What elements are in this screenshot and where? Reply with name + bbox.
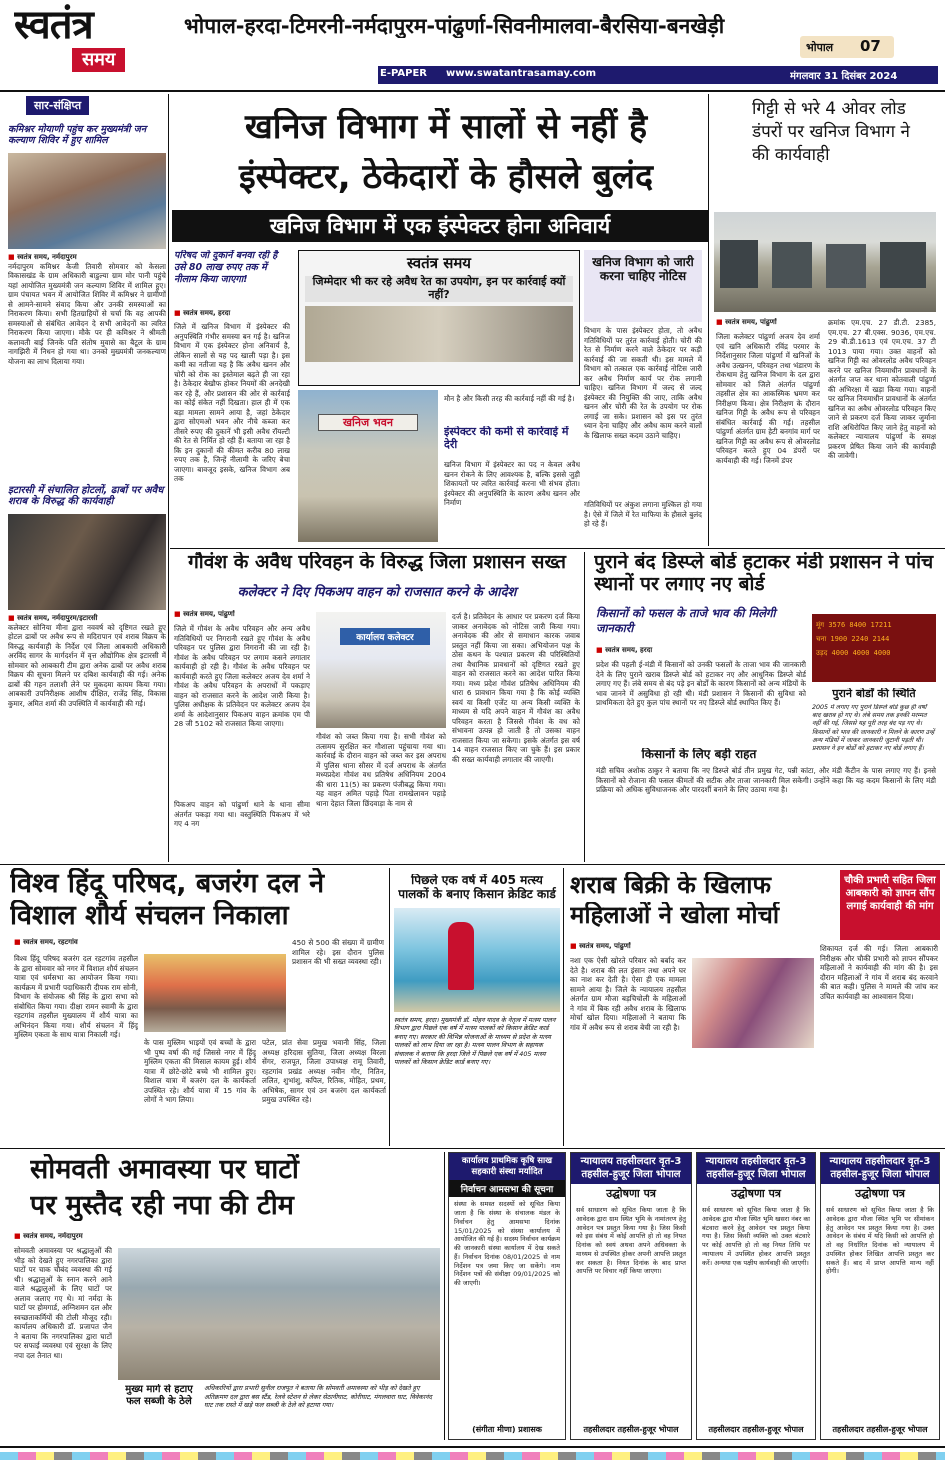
fish-divider	[563, 868, 564, 1146]
gauvansh-divider	[584, 552, 585, 862]
somvati-title-1: सोमवती अमावस्या पर घाटों	[30, 1154, 299, 1185]
lead-title-2: इंस्पेक्टर, ठेकेदारों के हौसले बुलंद	[238, 158, 654, 197]
logo-bottom: समय	[72, 48, 125, 72]
somvati-caption: अधिकारियों द्वारा प्रभारी सुनील राजपूत ने बताया कि सोमवती अमावस्या को भीड़ को देखते हुए अतिक्रमण दल द्वारा बस स्टैंड, रेलवे स्टेशन से लेकर सेठानीघाट, कोरीघाट, मंगलवारा घाट, विवेकानंद घाट तक रास्ते में खड़े फल सब्जी के ठेले को हटाया गया।	[204, 1384, 432, 1410]
notice-title: न्यायालय तहसीलदार वृत-3 तहसील-हुजूर जिला भोपाल	[821, 1153, 939, 1184]
gauvansh-col2: गौवंश को जब्त किया गया है। सभी गौवंश को तत्समय सुरक्षित कर गौशाला पहुंचाया गया था। कार्रवाई के दौरान वाहन को जब्त कर इस अपराध में पुलिस थाना सौसर में दर्ज अपराध के अंतर्गत मध्यप्रदेश गौवंश वध प्रतिषेध अधिनियम 2004 की धारा 11(5) का प्रकरण पंजीबद्ध किया गया। यह वाहन अमित पहाड़े पिता रामखेलावन पहाड़े थाना देहात जिला छिंदवाड़ा के नाम से	[316, 732, 446, 808]
row3-bottom-rule	[0, 1148, 945, 1149]
vhp-col1: विश्व हिंदू परिषद बजरंग दल रहटगांव तहसील के द्वारा सोमवार को नगर में विशाल शौर्य संचलन यात्रा एवं धर्मसभा का आयोजन किया गया। कार्यक्रम में प्रभारी पदाधिकारी दीपक राम सोनी, विभाग के संयोजक श्री सिंह के द्वारा सभा को संबोधित किया गया। दीक्षा रामन स्वामी के द्वारा रहटगांव तहसील मुख्यालय में शौर्य यात्रा का अभिनंदन किया गया। शौर्य संचलन में हिंदू मुस्लिम एकता के साथ यात्रा निकाली गई।	[14, 954, 138, 1039]
vhp-col2: 450 से 500 की संख्या में ग्रामीण शामिल रहे। इस दौरान पुलिस प्रशासन की भी सख्त व्यवस्था रही।	[292, 938, 384, 966]
somvati-divider	[444, 1152, 445, 1440]
notice-sign: (संगीता मीणा) प्रशासक	[472, 1425, 542, 1434]
lead-right-text2: गतिविधियों पर अंकुश लगाना मुश्किल हो गया है। ऐसे में जिले में रेत माफिया के हौसले बुलंद हो रहे हैं।	[584, 500, 702, 528]
edition-label: भोपाल	[806, 41, 834, 54]
gauvansh-byline: ■ स्वतंत्र समय, पांढुर्णा	[174, 610, 304, 619]
sidebar-story2-byline: ■ स्वतंत्र समय, नर्मदापुरम/इटारसी	[8, 614, 166, 623]
sidebar	[8, 94, 166, 862]
lead-banner-text: खनिज विभाग में एक इंस्पेक्टर होना अनिवार्य	[269, 214, 611, 238]
clipping-headline: जिम्मेदार भी कर रहे अवैध रेत का उपयोग, इन पर कार्रवाई क्यों नहीं?	[305, 276, 573, 301]
somvati-col1: सोमवती अमावस्या पर श्रद्धालुओं की भीड़ को देखते हुए नगरपालिका द्वारा घाटों पर चाक चौबंद व्यवस्था की गई थी। श्रद्धालुओं के स्नान करने आने वाले श्रद्धालुओं के लिए घाटों पर अलाव जलाए गए थे। मां नर्मदा के घाटों पर होमगार्ड, अग्निशमन दल और स्वच्छताकर्मियों की टोली मौजूद रही। कार्यालय अधिकारी डॉ. प्रजापत जैन ने बताया कि नगरपालिका द्वारा घाटों पर सफाई व्यवस्था एवं सुरक्षा के लिए नपा दल तैनात था।	[14, 1246, 112, 1360]
vhp-photo	[144, 954, 286, 1032]
fish-title: पिछले एक वर्ष में 405 मत्स्य पालकों के बनाए किसान क्रेडिट कार्ड	[398, 874, 556, 901]
liquor-box-text: चौकी प्रभारी सहित जिला आबकारी को ज्ञापन सौंप लगाई कार्यवाही की मांग	[844, 875, 936, 912]
notice-sub: उद्घोषणा पत्र	[606, 1187, 656, 1200]
vhp-col4: पटेल, प्रांत सेवा प्रमुख भवानी सिंह, जिला अध्यक्ष हरिदास सुतिया, जिला अध्यक्ष विरला सेंगर, राजपूत, जिला उपाध्यक्ष रामू तिवारी, रहटगांव प्रखंड अध्यक्ष नवीन गौर, नितिन, ललित, शुभांशु, कपिल, रितिक, मोहित, प्रथम, अभिषेक, सागर एवं उन बजरंग दल कार्यकर्ता प्रमुख उपस्थित रहे।	[262, 1038, 386, 1104]
notice-sub: उद्घोषणा पत्र	[731, 1187, 781, 1200]
board-row: चना 1900 2240 2144	[816, 635, 890, 643]
color-registration-strip	[0, 1452, 945, 1460]
truck-3	[826, 244, 866, 288]
liquor-title-2: महिलाओं ने खोला मोर्चा	[570, 902, 780, 929]
gitti-col1: जिला कलेक्टर पांढुर्णा अजय देव शर्मा एवं खनि अधिकारी रविंद्र परमार के निर्देशानुसार जिला पांढुर्णा में खनिजों के अवैध उत्खनन, परिवहन तथा भंडारण के रोकथाम हेतु खनिज विभाग के दल द्वारा सोमवार को जिले अंतर्गत पांढुर्णा तहसील क्षेत्र का आकस्मिक भ्रमण कर निरीक्षण किया। क्षेत्र निरीक्षण के दौरान खनिज गिट्टी के अवैध रूप से परिवहन संबंधित कार्रवाई की गई। तहसील पांढुर्णा अंतर्गत ग्राम हेटी बनगांव मार्ग पर खनिज गिट्टी का अवैध रूप से ओवरलोड परिवहन करते हुए 04 डंपरों पर कार्यवाही की गई। जिनमें डंपर	[716, 332, 820, 465]
gauvansh-col1: जिले में गौवंश के अवैध परिवहन और अन्य अवैध गतिविधियों पर निगरानी रखते हुए गौवंश के अवैध परिवहन पर पुलिस द्वारा निगरानी की जा रही है। गौवंश के अवैध परिवहन पर लगाम कसने लगातार कार्यवाही हो रही है। गौवंश के अवैध परिवहन पर कार्यवाही करते हुए जिला कलेक्टर अजय देव शर्मा ने गौवंश के अवैध परिवहन के अपराधों में पकड़ाए वाहन को राजसात करने के आदेश जारी किया है। पुलिस अधीक्षक के प्रतिवेदन पर कलेक्टर अजय देव शर्मा के आदेशानुसार पिकअप वाहन क्रमांक एम पी 28 जी 5102 को राजसात किया जाएगा।	[174, 624, 310, 728]
notice-sign: तहसीलदार तहसील-हुजूर भोपाल	[708, 1425, 804, 1434]
lead-building-photo	[298, 390, 438, 542]
mandi-text2: मंडी सचिव अशोक ठाकुर ने बताया कि नए डिस्प्ले बोर्ड तीन प्रमुख गेट, पन्नी कांटा, और मंडी कैंटीन के पास लगाए गए हैं। इनसे किसानों को रोजाना की फसल कीमतों की सटीक और ताजा जानकारी मिल सकेगी। उन्होंने कहा कि यह कदम किसानों के लिए मंडी प्रक्रिया को अधिक सुविधाजनक और पारदर्शी बनाने के लिए उठाया गया है।	[596, 766, 936, 794]
notice-tehsildar-2	[696, 1152, 816, 1440]
gauvansh-photo	[316, 612, 446, 728]
sidebar-photo-raid	[8, 514, 166, 610]
somvati-title-2: पर मुस्तैद रही नपा की टीम	[30, 1190, 294, 1221]
lead-banner	[172, 210, 708, 242]
board-row: उड़द 4000 4000 4000	[816, 649, 891, 657]
lead-mid-text: मौन है और किसी तरह की कार्रवाई नहीं की गई है।	[444, 394, 575, 403]
notice-title: न्यायालय तहसीलदार वृत-3 तहसील-हुजूर जिला भोपाल	[697, 1153, 815, 1184]
gitti-title: गिट्टी से भरे 4 ओवर लोड डंपरों पर खनिज विभाग ने की कार्यवाही	[752, 99, 910, 165]
epaper-label: E-PAPER	[380, 68, 427, 79]
sidebar-story1-text: नर्मदापुरम कमिश्नर केजी तिवारी सोमवार को केसला विकासखंड के ग्राम अधिकारी बाडुल्या ग्राम मोर पानी पहुंचे यहां आयोजित मुख्यमंत्री जन कल्याण शिविर में शामिल हुए। ग्राम पंचायत भवन में आयोजित शिविर में कमिश्नर ने ग्रामीणों से आमने-सामने संवाद किया और उनकी समस्याओं का निराकरण किया। सभी हितग्राहियों से चर्चा कि वह आपकी समस्याओं से संबंधित आवेदन दे सभी आवेदनों का त्वरित निराकरण किया जाएगा। मौके पर ही कमिश्नर ने श्रीमती कलावती बाई जिनके पति संतोष मुवासे का बैटूल के ग्राम नागझिरी में निधन हो गया था। उनको मुख्यमंत्री जनकल्याण योजना का लाभ दिलाया गया।	[8, 261, 166, 366]
masthead-rule	[0, 90, 945, 92]
gauvansh-sub: कलेक्टर ने दिए पिकअप वाहन को राजसात करने के आदेश	[237, 585, 517, 600]
truck-4	[880, 242, 926, 288]
sidebar-photo-camp	[8, 153, 166, 249]
gitti-col2: क्रमांक एम.एच. 27 डी.टी. 2385, एम.एच. 27 बी.एक्स. 9036, एम.एच. 29 बी.डी.1613 एवं एम.एच. 37 टी 1013 पाया गया। उक्त वाहनों को खनिज गिट्टी का ओवरलोड अवैध परिवहन करने पर खनिज नियमाधीन प्रावधानों के अंतर्गत जप्त कर थाना कोतवाली पांढुर्णा की अभिरक्षा में खड़ा किया गया। वाहनों पर खनिज नियमाधीन प्रावधानों के अंतर्गत खनिज का अवैध ओवरलोड परिवहन किए जाने से प्रकरण दर्ज किया जाकर जुर्माना राशि अधिरोपित किए जाने हेतु वाहनों को कलेक्टर न्यायालय पांढुर्णा के समक्ष प्रकरण प्रेषित किया जाने की कार्यवाही की जावेगी।	[828, 318, 936, 460]
lead-quote: परिषद जो दुकानें बनवा रही है उसे 80 लाख रुपए तक में नीलाम किया जाएगा!	[174, 250, 278, 285]
somvati-photo	[118, 1248, 440, 1380]
notice-tehsildar-3	[820, 1152, 940, 1440]
somvati-caption-head: मुख्य मार्ग से हटाए फल सब्जी के ठेले	[125, 1384, 193, 1407]
vhp-col3: के पास मुस्लिम भाइयों एवं बच्चों के द्वारा भी पुष्प वर्षा की गई जिससे नगर में हिंदू मुस्लिम एकता की मिसाल कायम हुई। शौर्य यात्रा में छोटे-छोटे बच्चे भी शामिल हुए। विशाल यात्रा में बजरंग दल के कार्यकर्ता उपस्थित रहे। शौर्य यात्रा में 15 गांव के लोगों ने भाग लिया।	[144, 1038, 256, 1104]
notice-body: सर्व साधारण को सूचित किया जाता है कि आवेदक द्वारा मौजा स्थित भूमि खसरा नंबर का बंटवारा करने हेतु आवेदन पत्र प्रस्तुत किया गया है। जिस किसी व्यक्ति को उक्त बंटवारे पर कोई आपत्ति हो तो वह नियत तिथि पर न्यायालय में उपस्थित होकर आपत्ति प्रस्तुत करें। अन्यथा एक पक्षीय कार्यवाही की जाएगी।	[702, 1206, 810, 1267]
mandi-title: पुराने बंद डिस्प्ले बोर्ड हटाकर मंडी प्रशासन ने पांच स्थानों पर लगाए नए बोर्ड	[594, 552, 934, 595]
lead-clipping	[298, 250, 580, 386]
logo-top: स्वतंत्र	[14, 4, 93, 48]
gauvansh-col3: दर्ज है। प्रतिवेदन के आधार पर प्रकरण दर्ज किया जाकर अनावेदक को नोटिस जारी किया गया। अनावेदक की ओर से समाधान कारक जवाब प्रस्तुत नहीं किया जा सका। अभियोजन पक्ष के ठोस कथन के पश्चात प्रकरण की परिस्थितियों तथा वैधानिक प्रावधानों को दृष्टिगत रखते हुए वाहन को राजसात करने का आदेश पारित किया गया। मध्य प्रदेश गौवंश प्रतिषेध अधिनियम की धारा 6 प्रावधान किया गया है कि कोई व्यक्ति स्वयं या किसी एजेंट या अन्य किसी व्यक्ति के माध्यम से यदि अपने वाहन में गौवंश का अवैध परिवहन करता है जिससे गौवंश के वध को संभावना उत्पन्न हो जाती है तो उसका वाहन राजसात किया जा सकेगा। इसके अंतर्गत इस वर्ष 14 वाहन राजसात किए जा चुके हैं। इस प्रकार की सख्त कार्यवाही लगातार की जाएगी।	[452, 612, 580, 764]
gauvansh-title: गौवंश के अवैध परिवहन के विरुद्ध जिला प्रशासन सख्त	[188, 552, 566, 573]
fish-caption: स्वतंत्र समय, हरदा। मुख्यमंत्री डॉ. मोहन यादव के नेतृत्व में मत्स्य पालन विभाग द्वारा पिछले एक वर्ष में मत्स्य पालकों को किसान क्रेडिट कार्ड बनाए गए। सरकार की विभिन्न योजनाओं के माध्यम से प्रदेश के मत्स्य पालकों को लाभ दिया जा रहा है। मत्स्य पालन विभाग के सहायक संचालक ने बताया कि हरदा जिले में पिछले एक वर्ष में 405 मत्स्य पालकों को किसान क्रेडिट कार्ड बनाए गए।	[394, 1016, 556, 1067]
mandi-board-photo	[812, 614, 936, 682]
edition-badge	[800, 36, 894, 58]
notice-sign: तहसीलदार तहसील-हुजूर भोपाल	[832, 1425, 928, 1434]
sidebar-story2-title: इटारसी में संचालित होटलों, ढाबों पर अवैध शराब के विरुद्ध की कार्यवाही	[8, 484, 164, 508]
liquor-box	[840, 870, 940, 940]
notice-sign: तहसीलदार तहसील-हुजूर भोपाल	[583, 1425, 679, 1434]
mandi-byline: ■ स्वतंत्र समय, हरदा	[596, 646, 796, 655]
notice-tehsildar-1	[570, 1152, 692, 1440]
truck-1	[720, 240, 758, 288]
page-bottom-rule	[0, 1446, 945, 1448]
mandi-caption-title: पुराने बोर्डों की स्थिति	[832, 688, 916, 700]
fish-photo	[394, 908, 560, 1012]
liquor-byline: ■ स्वतंत्र समय, पांढुर्णा	[570, 942, 770, 951]
sidebar-story1-byline: ■ स्वतंत्र समय, नर्मदापुरम	[8, 253, 166, 262]
lead-right-text: विभाग के पास इंस्पेक्टर होता, तो अवैध गतिविधियों पर तुरंत कार्रवाई होती। चोरी की रेत से निर्माण करने वाले ठेकेदार पर कड़ी कार्रवाई की जा सकती थी। इस मामले में विभाग को तत्काल एक कार्रवाई नोटिस जारी कर अवैध निर्माण कार्य पर रोक लगानी चाहिए। खनिज विभाग में जल्द से जल्द इंस्पेक्टर की नियुक्ति की जाए, ताकि अवैध खनन और चोरी की रेत के उपयोग पर रोक लगाई जा सके। प्रशासन को इस पर तुरंत ध्यान देना चाहिए और अवैध काम करने वालों के खिलाफ सख्त कदम उठाने चाहिए।	[584, 326, 702, 440]
page-number: 07	[860, 37, 881, 55]
sidebar-divider	[168, 94, 169, 862]
liquor-col2: शिकायत दर्ज की गई। जिला आबकारी निरीक्षक और चौकी प्रभारी को ज्ञापन सौंपकर महिलाओं ने कार्यवाही की मांग की है। इस दौरान महिलाओं ने गांव में शराब बंद करवाने की बात कही। पुलिस ने मामले की जांच कर उचित कार्यवाही का आश्वासन दिया।	[820, 944, 938, 1001]
gauvansh-col1b: पिकअप वाहन को पांढुर्णा थाने के थाना सीमा अंतर्गत पकड़ा गया था। वस्तुस्थिति पिकअप में भरे गए 4 नग	[174, 800, 310, 828]
lead-title-1: खनिज विभाग में सालों से नहीं है	[244, 108, 648, 147]
truck-2	[772, 242, 812, 288]
lead-col1: जिले में खनिज विभाग में इंस्पेक्टर की अनुपस्थिति गंभीर समस्या बन गई है। खनिज विभाग में एक इंस्पेक्टर होना अनिवार्य है, लेकिन सालों से यह पद खाली पड़ा है। इस कमी का नतीजा यह है कि अवैध खनन और चोरी को रोक का इस्तेमाल बढ़ते ही जा रहा है। ठेकेदार बेखौफ होकर नियमों की अनदेखी कर रहे हैं, और प्रशासन की ओर से कार्रवाई का कोई संकेत नहीं दिखता। हाल ही में एक बड़ा मामला सामने आया है, जहां ठेकेदार द्वारा सोएमओ भवन और नीचे कब्जा कर तीसरे रुपए की दुकानें भी इसी अवैध रॉयल्टी की रेत से निर्मित हो रही हैं। बताया जा रहा है कि इन दुकानों की कीमत करीब 80 लाख रुपए तक है, जिन्हें नीलामी के जरिए बेचा जाएगा। बावजूद इसके, खनिज विभाग अब तक	[174, 322, 290, 483]
sidebar-head: सार-संक्षिप्त	[26, 96, 89, 115]
site-url[interactable]: www.swatantrasamay.com	[446, 68, 597, 79]
masthead	[0, 0, 945, 88]
gitti-byline: ■ स्वतंत्र समय, पांढुर्णा	[716, 318, 826, 327]
issue-date: मंगलवार 31 दिसंबर 2024	[790, 71, 898, 82]
lead-mid-text2: खनिज विभाग में इंस्पेक्टर का पद न केवल अवैध खनन रोकने के लिए आवश्यक है, बल्कि इससे जुड़ी शिकायतों पर त्वरित कार्रवाई करना भी संभव होता। इंस्पेक्टर की अनुपस्थिति के कारण अवैध खनन और निर्माण	[444, 460, 580, 507]
vhp-divider	[389, 868, 390, 1146]
mandi-text: प्रदेश की पहली ई-मंडी में किसानों को उनकी फसलों के ताजा भाव की जानकारी देने के लिए पुराने खराब डिस्प्ले बोर्ड को हटाकर नए और आधुनिक डिस्प्ले बोर्ड लगाए गए हैं। लंबे समय से बंद पड़े इन बोर्डों के कारण किसानों को अन्य मंडियों के भाव जानने में असुविधा हो रही थी। मंडी प्रशासन ने किसानों की सुविधा को प्राथमिकता देते हुए कुल पांच स्थानों पर नए डिस्प्ले बोर्ड स्थापित किए हैं।	[596, 660, 806, 707]
lead-byline: ■ स्वतंत्र समय, हरदा	[174, 309, 294, 318]
lead-subhead-delay: इंस्पेक्टर की कमी से कार्रवाई में देरी	[444, 426, 569, 451]
row2-bottom-rule	[0, 864, 945, 865]
masthead-logo	[14, 4, 170, 82]
liquor-title-1: शराब बिक्री के खिलाफ	[570, 872, 771, 899]
notice-body: संस्था के समस्त सदस्यों को सूचित किया जाता है कि संस्था के संचालक मंडल के निर्वाचन हेतु आमसभा दिनांक 15/01/2025 को संस्था कार्यालय में आयोजित की गई है। सदस्य निर्वाचन कार्यक्रम की जानकारी संस्था कार्यालय में देख सकते हैं। निर्वाचन दिनांक 08/01/2025 से नाम निर्देशन पत्र जमा किए जा सकेंगे। नाम निर्देशन पत्रों की संवीक्षा 09/01/2025 को की जाएगी।	[454, 1200, 560, 1288]
vhp-byline: ■ स्वतंत्र समय, रहटगांव	[14, 938, 194, 947]
liquor-col1: नशा एक ऐसी खोरते परिवार को बर्बाद कर देते है। शराब की लत इंसान तथा अपने घर का नाश कर देती है। ऐसा ही एक मामला सामने आया है। जिले के न्यायालय तहसील अंतर्गत ग्राम मौजा बड़चिचोली के महिलाओं ने गांव में बिक रही अवैध शराब के खिलाफ मोर्चा खोल दिया। महिलाओं ने बताया कि गांव में अवैध रूप से शराब बेची जा रही है।	[570, 956, 686, 1032]
gauvansh-office-sign: कार्यालय कलेक्टर	[340, 628, 430, 645]
notice-sub: निर्वाचन आमसभा की सूचना	[449, 1180, 565, 1197]
notice-cooperative	[448, 1152, 566, 1440]
notice-body: सर्व साधारण को सूचित किया जाता है कि आवेदक द्वारा मौजा स्थित भूमि पर सीमांकन हेतु आवेदन पत्र प्रस्तुत किया गया है। उक्त आवेदन के संबंध में यदि किसी को आपत्ति हो तो वह निर्धारित दिनांक को न्यायालय में उपस्थित होकर लिखित आपत्ति प्रस्तुत कर सकते हैं। बाद में प्राप्त आपत्ति मान्य नहीं होगी।	[826, 1206, 934, 1276]
row1-bottom-rule	[170, 548, 945, 549]
fish-person	[448, 922, 474, 990]
clipping-masthead: स्वतंत्र समय	[406, 254, 472, 272]
notice-body: सर्व साधारण को सूचित किया जाता है कि आवेदक द्वारा ग्राम स्थित भूमि के नामांतरण हेतु आवेदन पत्र प्रस्तुत किया गया है। जिस किसी को इस संबंध में कोई आपत्ति हो तो वह नियत दिनांक को स्वयं अथवा अपने अधिवक्ता के माध्यम से उपस्थित होकर अपनी आपत्ति प्रस्तुत कर सकता है। नियत दिनांक के बाद प्राप्त आपत्ति पर विचार नहीं किया जाएगा।	[576, 1206, 686, 1276]
vhp-title-1: विश्व हिंदू परिषद, बजरंग दल ने	[10, 868, 325, 899]
somvati-byline: ■ स्वतंत्र समय, नर्मदापुरम	[14, 1232, 214, 1241]
lead-notice-text: खनिज विभाग को जारी करना चाहिए नोटिस	[592, 255, 694, 283]
sidebar-story1-title: कमिश्नर मोयाणी पहुंच कर मुख्यमंत्री जन कल्याण शिविर में हुए शामिल	[8, 124, 147, 146]
notice-sub: उद्घोषणा पत्र	[855, 1187, 905, 1200]
lead-notice-box	[584, 250, 702, 322]
mandi-subhead: किसानों के लिए बड़ी राहत	[641, 748, 757, 761]
vhp-title-2: विशाल शौर्य संचलन निकाला	[10, 900, 289, 931]
clipping-photo	[305, 306, 573, 362]
liquor-photo	[692, 958, 814, 1048]
lead-divider	[708, 94, 709, 546]
masthead-cities: भोपाल-हरदा-टिमरनी-नर्मदापुरम-पांढुर्णा-सिवनीमालवा-बैरसिया-बनखेड़ी	[184, 14, 725, 38]
sidebar-story2-text: कलेक्टर सोनिया मीना द्वारा नववर्ष को दृष्टिगत रखते हुए होटल ढाबों पर अवैध रूप से मदिरापान एवं शराब विक्रय के विरुद्ध कार्यवाही के निर्देश एवं जिला आबकारी अधिकारी अरविंद सागर के मार्गदर्शन में वृत्त औद्योगिक क्षेत्र इटारसी में सोमवार को आबकारी टीम द्वारा अनेक ढाबों पर अवैध शराब विक्रय की सूचना मिलने पर दबिश कार्यवाही की गई। अनेक ढाबों की गहन तलाशी लेने पर मुकदमा कायम किया गया। आबकारी उपनिरीक्षक आशीष दीक्षित, राजेंद्र सिंह, विकास कुमार, अमित शर्मा की उपस्थिति में कार्यवाही की गई।	[8, 622, 166, 708]
building-sign: खनिज भवन	[318, 414, 418, 431]
mandi-sub: किसानों को फसल के ताजे भाव की मिलेगी जानकारी	[596, 606, 776, 635]
board-row: मूंग 3576 8400 17211	[816, 621, 892, 629]
notice-title: न्यायालय तहसीलदार वृत-3 तहसील-हुजूर जिला भोपाल	[571, 1153, 691, 1184]
mandi-caption: 2005 में लगाए गए पुराने डिस्प्ले बोर्ड कुछ ही वर्षों बाद खराब हो गए थे। लंबे समय तक इनकी मरम्मत नहीं की गई, जिससे यह पूरी तरह बंद पड़ गए थे। किसानों को भाव की जानकारी न मिलने के कारण उन्हें अन्य मंडियों में जाकर जानकारी जुटानी पड़ती थी। प्रशासन ने इन बोर्डों को हटाकर नए बोर्ड लगाए हैं।	[812, 704, 935, 752]
gitti-photo	[714, 212, 936, 312]
notice-title: कार्यालय प्राथमिक कृषि साख सहकारी संस्था मर्यादित	[449, 1153, 565, 1180]
